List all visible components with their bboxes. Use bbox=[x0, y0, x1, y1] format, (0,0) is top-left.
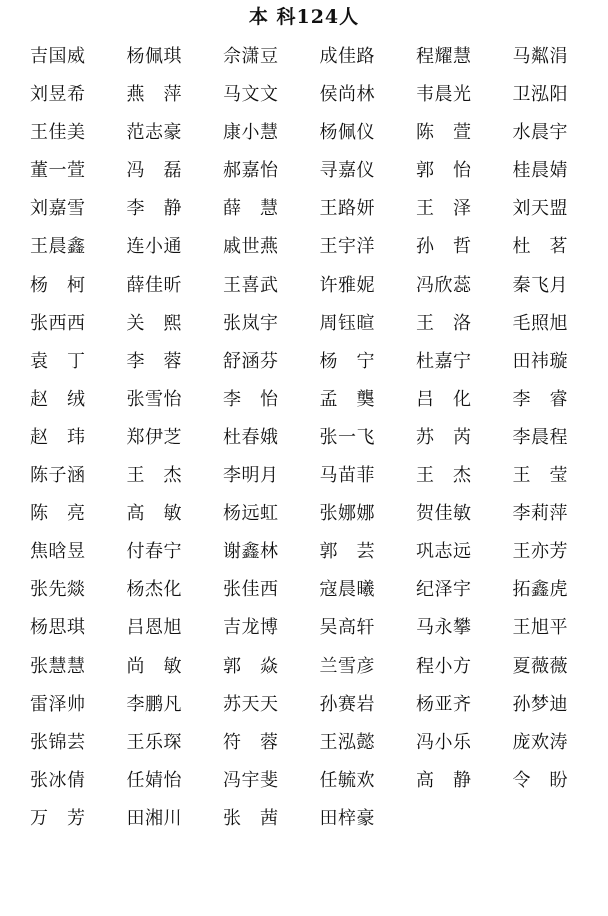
list-item: 杨思琪 bbox=[30, 617, 85, 639]
page-title: 本 科124人 bbox=[248, 6, 360, 28]
list-item: 薛 慧 bbox=[223, 198, 278, 220]
list-item: 陈 萱 bbox=[416, 122, 471, 144]
list-item: 杨佩琪 bbox=[126, 46, 182, 67]
list-item: 纪泽宇 bbox=[416, 579, 471, 601]
list-item: 范志豪 bbox=[126, 122, 182, 144]
list-item: 张先燚 bbox=[30, 579, 85, 601]
list-item: 张锦芸 bbox=[30, 731, 85, 753]
list-item: 谢鑫林 bbox=[223, 541, 278, 563]
list-item: 任婧怡 bbox=[126, 769, 182, 791]
list-item: 苏 芮 bbox=[416, 426, 471, 448]
list-item: 郑伊芝 bbox=[126, 426, 182, 448]
list-item: 杨杰化 bbox=[126, 579, 182, 601]
list-item: 冯欣蕊 bbox=[416, 274, 471, 296]
list-item: 陈子涵 bbox=[30, 465, 85, 487]
list-item: 马永攀 bbox=[416, 617, 471, 639]
list-item: 张雪怡 bbox=[126, 388, 182, 410]
list-item: 李莉萍 bbox=[512, 503, 568, 525]
list-item: 王泓懿 bbox=[319, 731, 375, 753]
list-item: 戚世燕 bbox=[223, 236, 278, 258]
list-item: 孙梦迪 bbox=[512, 693, 568, 715]
list-item: 尚 敏 bbox=[126, 655, 182, 677]
list-item: 李 怡 bbox=[223, 388, 278, 410]
list-item: 杨亚齐 bbox=[416, 693, 471, 715]
list-item: 李 静 bbox=[126, 198, 182, 220]
list-item: 刘天盟 bbox=[512, 198, 568, 220]
list-item: 孙赛岩 bbox=[319, 693, 375, 715]
list-item: 令 盼 bbox=[512, 769, 568, 791]
list-item: 李 睿 bbox=[512, 388, 568, 410]
list-item: 水晨宇 bbox=[512, 122, 568, 144]
list-item: 郭 怡 bbox=[416, 160, 471, 182]
list-item: 李鹏凡 bbox=[126, 693, 182, 715]
list-item: 许雅妮 bbox=[319, 274, 375, 296]
name-list bbox=[30, 38, 600, 838]
list-item: 庞欢涛 bbox=[512, 731, 568, 753]
list-item: 关 熙 bbox=[126, 312, 182, 334]
list-item: 王 莹 bbox=[512, 465, 568, 487]
list-item: 刘昱希 bbox=[30, 84, 85, 106]
list-item: 马文文 bbox=[223, 84, 278, 106]
list-item: 佘潇豆 bbox=[223, 46, 278, 67]
list-item: 张一飞 bbox=[319, 426, 375, 448]
list-item: 高 敏 bbox=[126, 503, 182, 525]
list-item: 张娜娜 bbox=[319, 503, 375, 525]
list-item: 高 静 bbox=[416, 769, 471, 791]
list-item: 孟 龑 bbox=[319, 388, 375, 410]
list-item: 李 蓉 bbox=[126, 350, 182, 372]
list-item: 焦晗昱 bbox=[30, 541, 85, 563]
list-item: 程耀慧 bbox=[416, 46, 471, 67]
list-item: 苏天天 bbox=[223, 693, 278, 715]
list-item: 张慧慧 bbox=[30, 655, 85, 677]
list-item: 吉国威 bbox=[30, 46, 85, 67]
list-item: 王 杰 bbox=[126, 465, 182, 487]
list-item: 符 蓉 bbox=[223, 731, 278, 753]
list-item: 田湘川 bbox=[126, 807, 182, 829]
list-item: 王 洛 bbox=[416, 312, 471, 334]
list-item: 冯 磊 bbox=[126, 160, 182, 182]
list-item: 雷泽帅 bbox=[30, 693, 85, 715]
list-item: 董一萱 bbox=[30, 160, 85, 182]
list-item: 寻嘉仪 bbox=[319, 160, 375, 182]
list-item: 王旭平 bbox=[512, 617, 568, 639]
list-item: 韦晨光 bbox=[416, 84, 471, 106]
list-item: 王佳美 bbox=[30, 122, 85, 144]
list-item: 马苗菲 bbox=[319, 465, 375, 487]
list-item: 兰雪彦 bbox=[319, 655, 375, 677]
list-item: 杨远虹 bbox=[223, 503, 278, 525]
list-item: 杜嘉宁 bbox=[416, 350, 471, 372]
list-item: 冯宇斐 bbox=[223, 769, 278, 791]
list-item: 贺佳敏 bbox=[416, 503, 471, 525]
list-item: 张冰倩 bbox=[30, 769, 85, 791]
list-item: 王宇洋 bbox=[319, 236, 375, 258]
list-item: 巩志远 bbox=[416, 541, 471, 563]
list-item: 王 泽 bbox=[416, 198, 471, 220]
list-item: 李晨程 bbox=[512, 426, 568, 448]
list-item: 舒涵芬 bbox=[223, 350, 278, 372]
list-item: 王亦芳 bbox=[512, 541, 568, 563]
list-item: 连小通 bbox=[126, 236, 182, 258]
list-item: 拓鑫虎 bbox=[512, 579, 568, 601]
list-item: 杨佩仪 bbox=[319, 122, 375, 144]
list-item: 郭 焱 bbox=[223, 655, 278, 677]
list-item: 赵 玮 bbox=[30, 426, 85, 448]
list-item: 吕恩旭 bbox=[126, 617, 182, 639]
list-item: 杜 茗 bbox=[512, 236, 568, 258]
list-item: 燕 萍 bbox=[126, 84, 182, 106]
list-item: 任毓欢 bbox=[319, 769, 375, 791]
list-item: 万 芳 bbox=[30, 807, 85, 829]
list-item: 成佳路 bbox=[319, 46, 375, 67]
list-item: 吉龙博 bbox=[223, 617, 278, 639]
list-item: 周钰暄 bbox=[319, 312, 375, 334]
list-item: 康小慧 bbox=[223, 122, 278, 144]
list-item: 夏薇薇 bbox=[512, 655, 568, 677]
list-item: 王路妍 bbox=[319, 198, 375, 220]
list-item: 侯尚林 bbox=[319, 84, 375, 106]
list-item: 吕 化 bbox=[416, 388, 471, 410]
list-item: 毛照旭 bbox=[512, 312, 568, 334]
list-item: 马粼涓 bbox=[512, 46, 568, 67]
list-item: 杜春娥 bbox=[223, 426, 278, 448]
list-item: 王晨鑫 bbox=[30, 236, 85, 258]
list-item: 卫泓阳 bbox=[512, 84, 568, 106]
list-item: 王 杰 bbox=[416, 465, 471, 487]
list-item: 郭 芸 bbox=[319, 541, 375, 563]
list-item: 桂晨婧 bbox=[512, 160, 568, 182]
list-item: 王喜武 bbox=[223, 274, 278, 296]
list-item: 吴高轩 bbox=[319, 617, 375, 639]
list-item: 冯小乐 bbox=[416, 731, 471, 753]
list-item: 杨 柯 bbox=[30, 274, 85, 296]
list-item: 寇晨曦 bbox=[319, 579, 375, 601]
list-item: 张岚宇 bbox=[223, 312, 278, 334]
list-item: 陈 亮 bbox=[30, 503, 85, 525]
list-item: 程小方 bbox=[416, 655, 471, 677]
list-item: 张佳西 bbox=[223, 579, 278, 601]
list-item: 杨 宁 bbox=[319, 350, 375, 372]
list-item: 王乐琛 bbox=[126, 731, 182, 753]
list-item: 赵 绒 bbox=[30, 388, 85, 410]
list-item: 薛佳昕 bbox=[126, 274, 182, 296]
list-item: 秦飞月 bbox=[512, 274, 568, 296]
list-item: 李明月 bbox=[223, 465, 278, 487]
list-item: 刘嘉雪 bbox=[30, 198, 85, 220]
list-item: 郝嘉怡 bbox=[223, 160, 278, 182]
list-item: 张 茜 bbox=[223, 807, 278, 829]
list-item: 田祎璇 bbox=[512, 350, 568, 372]
list-item: 孙 哲 bbox=[416, 236, 471, 258]
list-item: 付春宁 bbox=[126, 541, 182, 563]
list-item: 张西西 bbox=[30, 312, 85, 334]
list-item: 袁 丁 bbox=[30, 350, 85, 372]
list-item: 田梓豪 bbox=[319, 807, 375, 829]
